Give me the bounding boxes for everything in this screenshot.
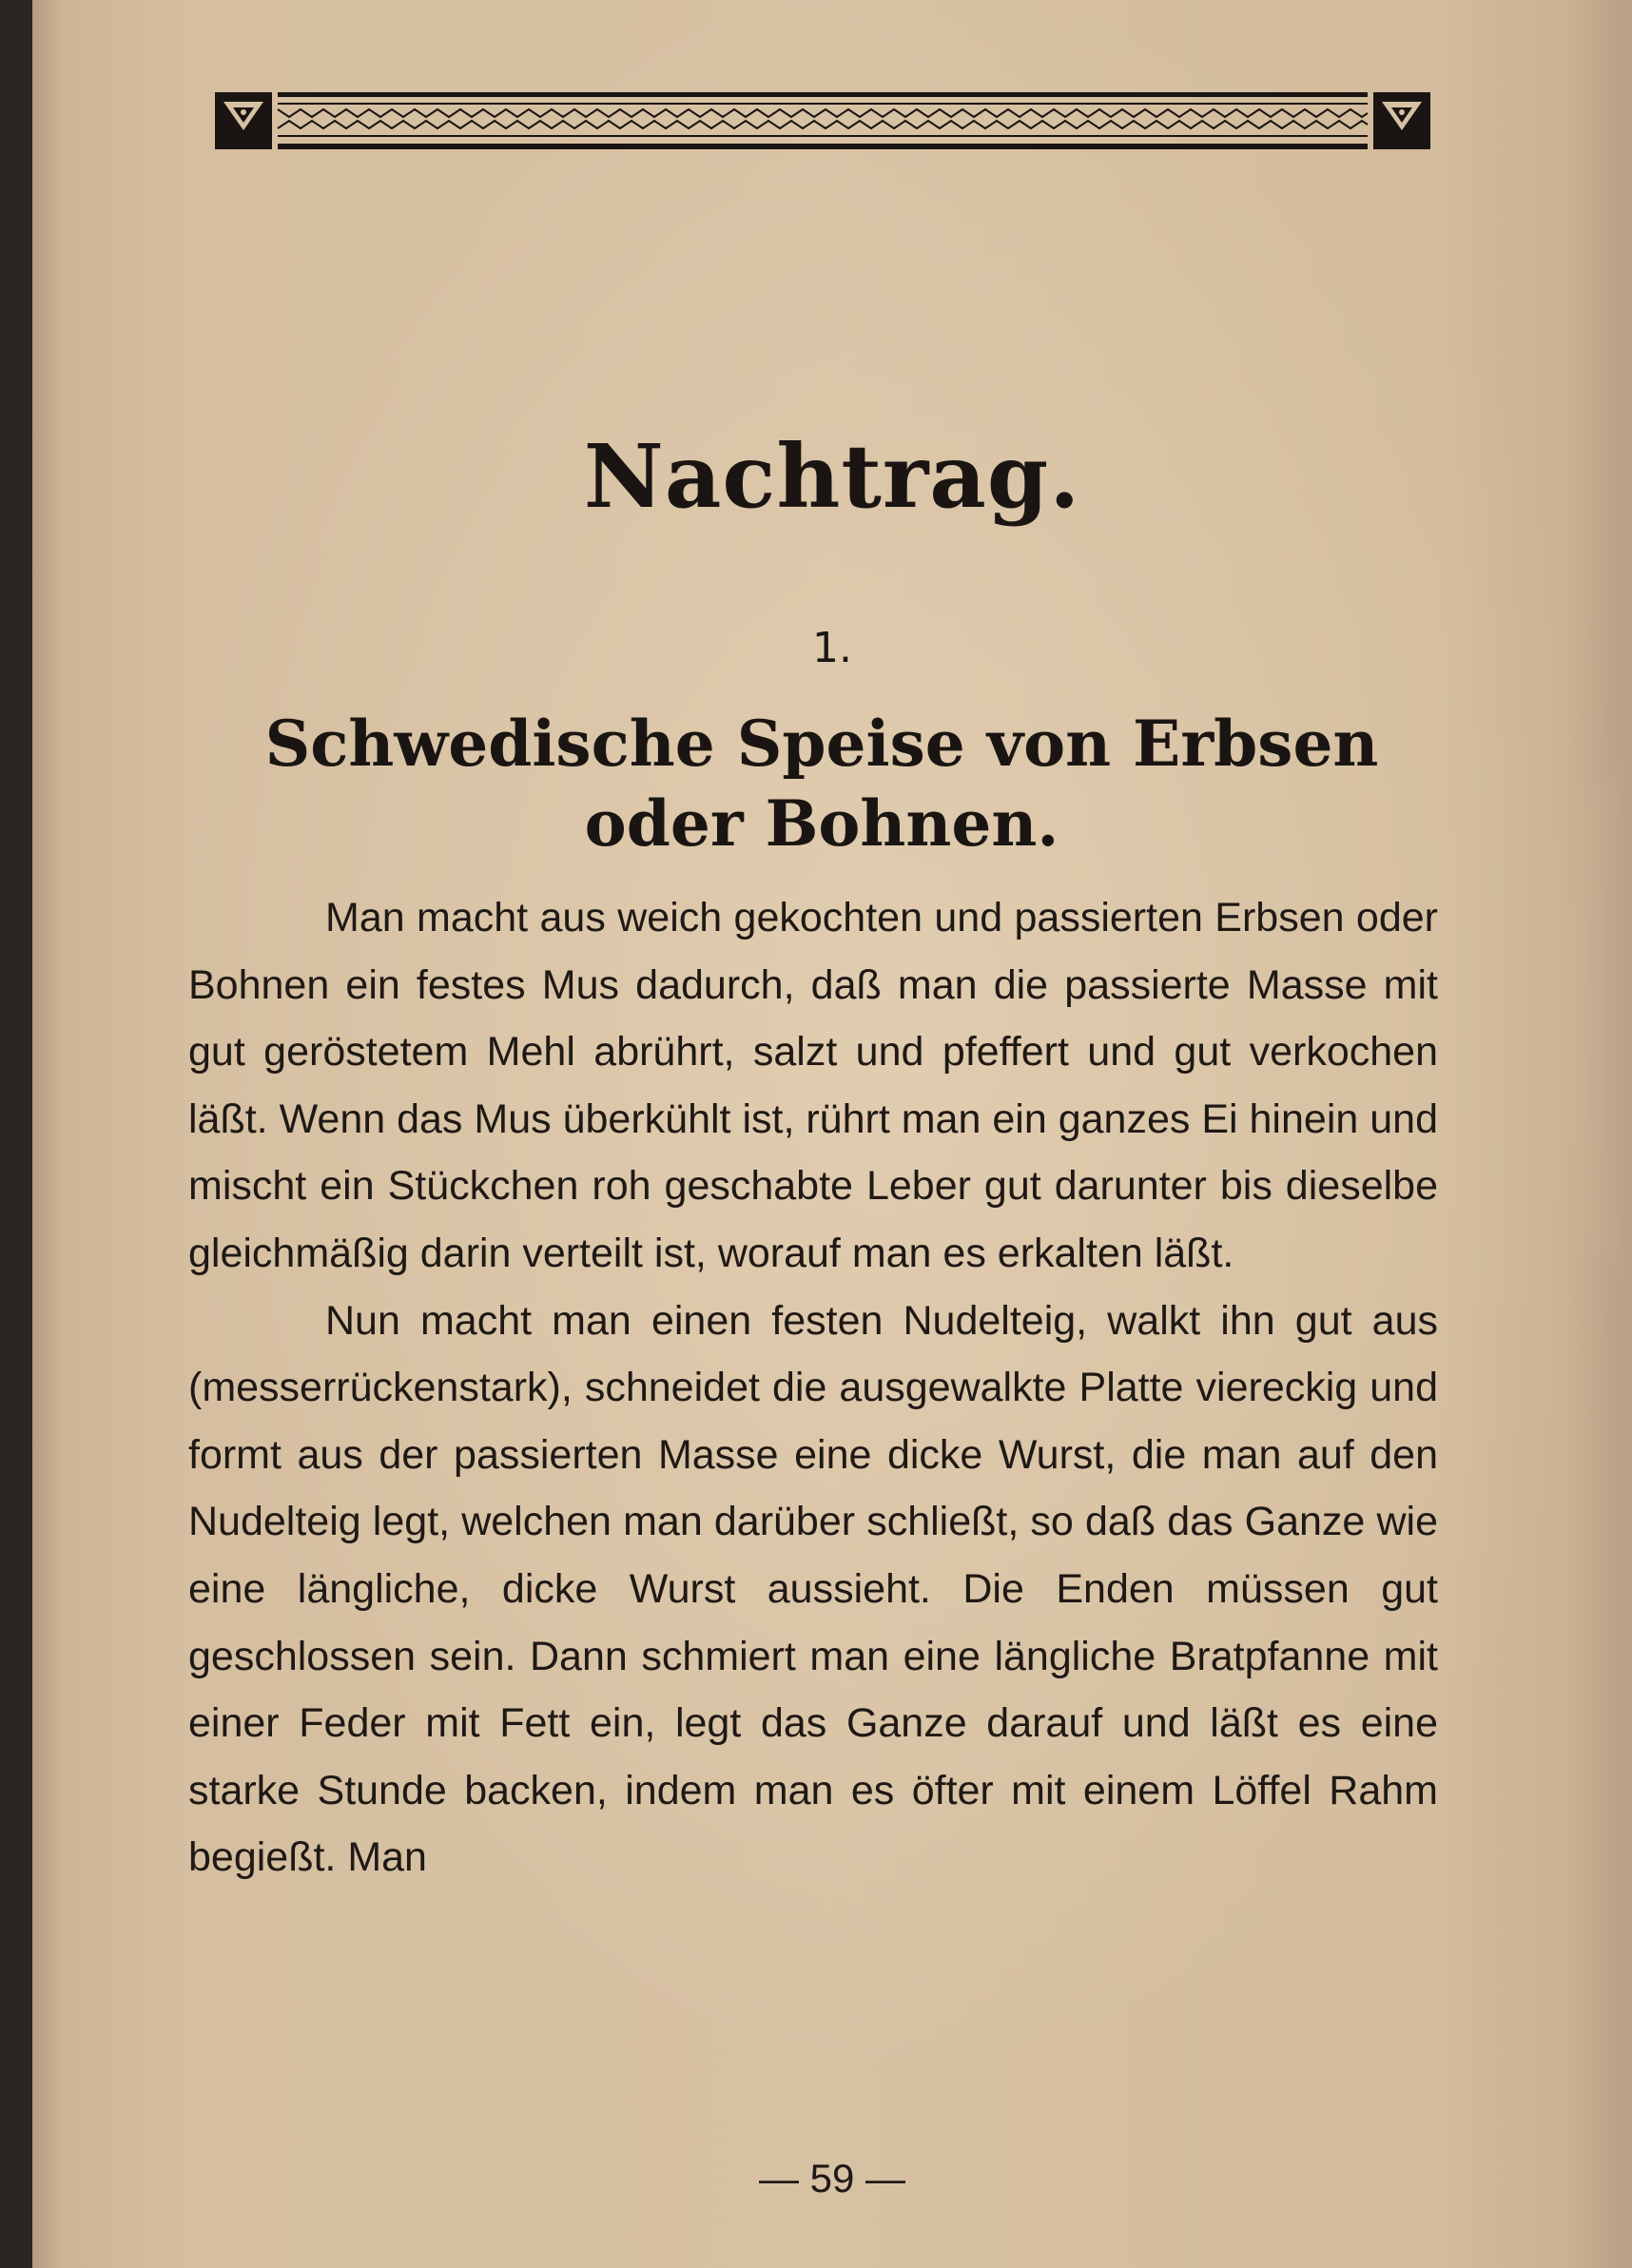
ornament-border-icon	[215, 88, 1430, 153]
recipe-body	[188, 884, 1438, 1891]
paragraph-1: Man macht aus weich gekochten und passierten Erbsen oder Bohnen ein festes Mus dadurch, daß man die passierte Masse mit gut geröstetem Mehl abrührt, salzt und pfeffert und gut verkochen läßt. Wenn das Mus überkühlt ist, rührt man ein ganzes Ei hinein und mischt ein Stückchen roh geschabte Leber gut darunter bis dieselbe gleichmäßig darin verteilt ist, worauf man es erkalten läßt.	[188, 895, 1438, 1276]
paper-sheet	[32, 0, 1632, 2268]
paragraph-2: Nun macht man einen festen Nudelteig, walkt ihn gut aus (messerrückenstark), schneidet die ausgewalkte Platte viereckig und formt aus der passierten Masse eine dicke Wurst, die man auf den Nudelteig legt, welchen man darüber schließt, so daß das Ganze wie eine längliche, dicke Wurst aussieht. Die Enden müssen gut geschlossen sein. Dann schmiert man eine längliche Bratpfanne mit einer Feder mit Fett ein, legt das Ganze darauf und läßt es eine starke Stunde backen, indem man es öfter mit einem Löffel Rahm begießt. Man	[188, 1297, 1438, 1881]
page-number: — 59 —	[758, 2156, 906, 2200]
recipe-title: Schwedische Speise von Erbsen oder Bohnen.	[264, 707, 1379, 861]
section-title: Nachtrag.	[583, 425, 1081, 528]
decorative-header-rule	[215, 88, 1430, 153]
recipe-number: 1.	[812, 624, 852, 672]
